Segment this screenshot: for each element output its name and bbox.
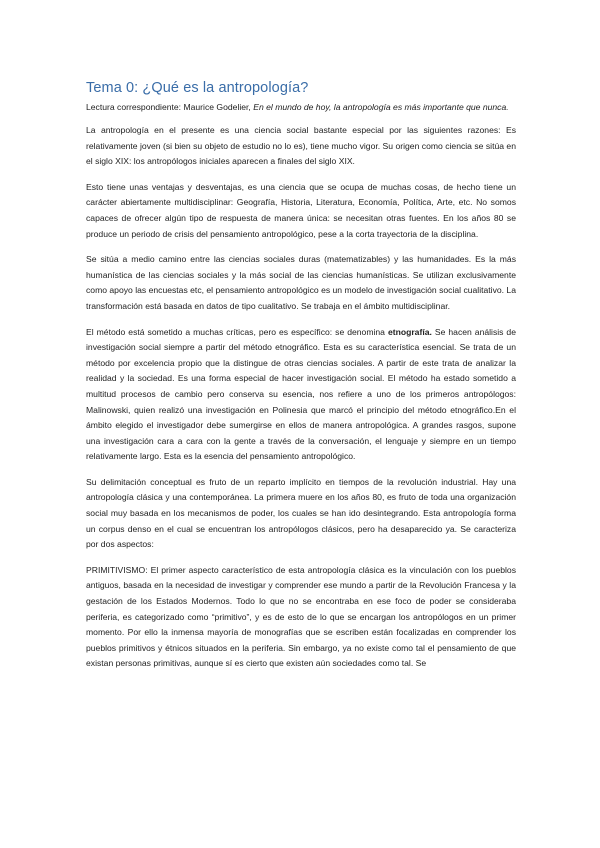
page-title: Tema 0: ¿Qué es la antropología? (86, 80, 309, 96)
paragraph-multidisciplinar: Esto tiene unas ventajas y desventajas, es una ciencia que se ocupa de muchas cosas, de hecho tiene un carácter abiertamente multidisciplinar: Geografía, Historia, Literatura, Economía, Política, Arte, etc. No somos capaces de ofrecer algún tipo de respuesta de manera única: se necesitan otras fuentes. En los años 80 se produce un periodo de crisis del pensamiento antropológico, pese a la corta trayectoria de la disciplina. (86, 181, 516, 239)
paragraph-ciencias: Se sitúa a medio camino entre las ciencias sociales duras (matematizables) y las humanidades. Es la más humanística de las ciencias sociales y la más social de las ciencias humanísticas. Se utilizan exclusivamente como apoyo las encuestas etc, el pensamiento antropológico es un modelo de investigación social cualitativo. La transformación está basada en datos de tipo cualitativo. Se trabaja en el ámbito multidisciplinar. (86, 254, 516, 311)
etnografia-text-after: Se hacen análisis de investigación social siempre a partir del método etnográfico. Esta es su característica esencial. Se trata de un método por excelencia propio que la distingue de otras ciencias sociales. A partir de este trata de analizar la realidad y la sociedad. Es una forma especial de hacer investigación social. El método ha estado sometido a multitud procesos de cambio pero conserva su esencia, nos refiere a uno de los primeros antropólogos: Malinowski, quien realizó una investigación en Polinesia que marcó el principio del método etnográfico.En el ámbito elegido el investigador debe sumergirse en ellos de manera antropológica. A grandes rasgos, supone una investigación cara a cara con la gente a través de la conversación, el lenguaje y siempre en un tiempo relativamente largo. Esta es la esencia del pensamiento antropológico. (86, 326, 516, 462)
paragraph-etnografia (86, 325, 516, 465)
etnografia-term: etnografía. (387, 326, 432, 337)
etnografia-text-before: El método está sometido a muchas críticas, pero es específico: se denomina (86, 326, 388, 337)
paragraph-delimitacion: Su delimitación conceptual es fruto de un reparto implícito en tiempos de la revolución industrial. Hay una antropología clásica y una contemporánea. La primera muere en los años 80, es fruto de toda una organización social muy basada en los mecanismos de poder, los cuales se han ido desintegrando. Esta antropología forma un corpus denso en el cual se encuentran los antropólogos clásicos, pero ha desaparecido ya. Se caracteriza por dos aspectos: (86, 476, 516, 550)
primitivismo-text: El primer aspecto característico de esta antropología clásica es la vinculación con los pueblos antiguos, basada en la necesidad de investigar y comprender ese mundo a partir de la Revolución Francesa y la gestación de los Estados Modernos. Todo lo que no se encontraba en ese foco de poder se consideraba periferia, es categorizado como “primitivo”, y es de esto de lo que se encargan los antropólogos en un primer momento. Por ello la inmensa mayoría de monografías que se escriben están focalizadas en comprender los pueblos primitivos y étnicos situados en la periferia. Sin embargo, ya no existe como tal el pensamiento de que existan personas primitivas, aunque sí es cierto que existen aún sociedades como tal. Se (86, 564, 516, 669)
paragraph-intro: La antropología en el presente es una ciencia social bastante especial por las siguientes razones: Es relativamente joven (si bien su objeto de estudio no lo es), tiene mucho vigor. Su origen como ciencia se sitúa en el siglo XIX: los antropólogos iniciales aparecen a finales del siglo XIX. (86, 125, 516, 167)
reading-label: Lectura correspondiente: (86, 102, 182, 112)
reading-author: Maurice Godelier, (183, 102, 251, 112)
document-body (86, 80, 516, 682)
paragraph-primitivismo (86, 563, 516, 672)
primitivismo-label: PRIMITIVISMO: (86, 564, 148, 575)
reading-reference (86, 99, 516, 115)
reading-book-title: En el mundo de hoy, la antropología es más importante que nunca. (253, 102, 509, 112)
